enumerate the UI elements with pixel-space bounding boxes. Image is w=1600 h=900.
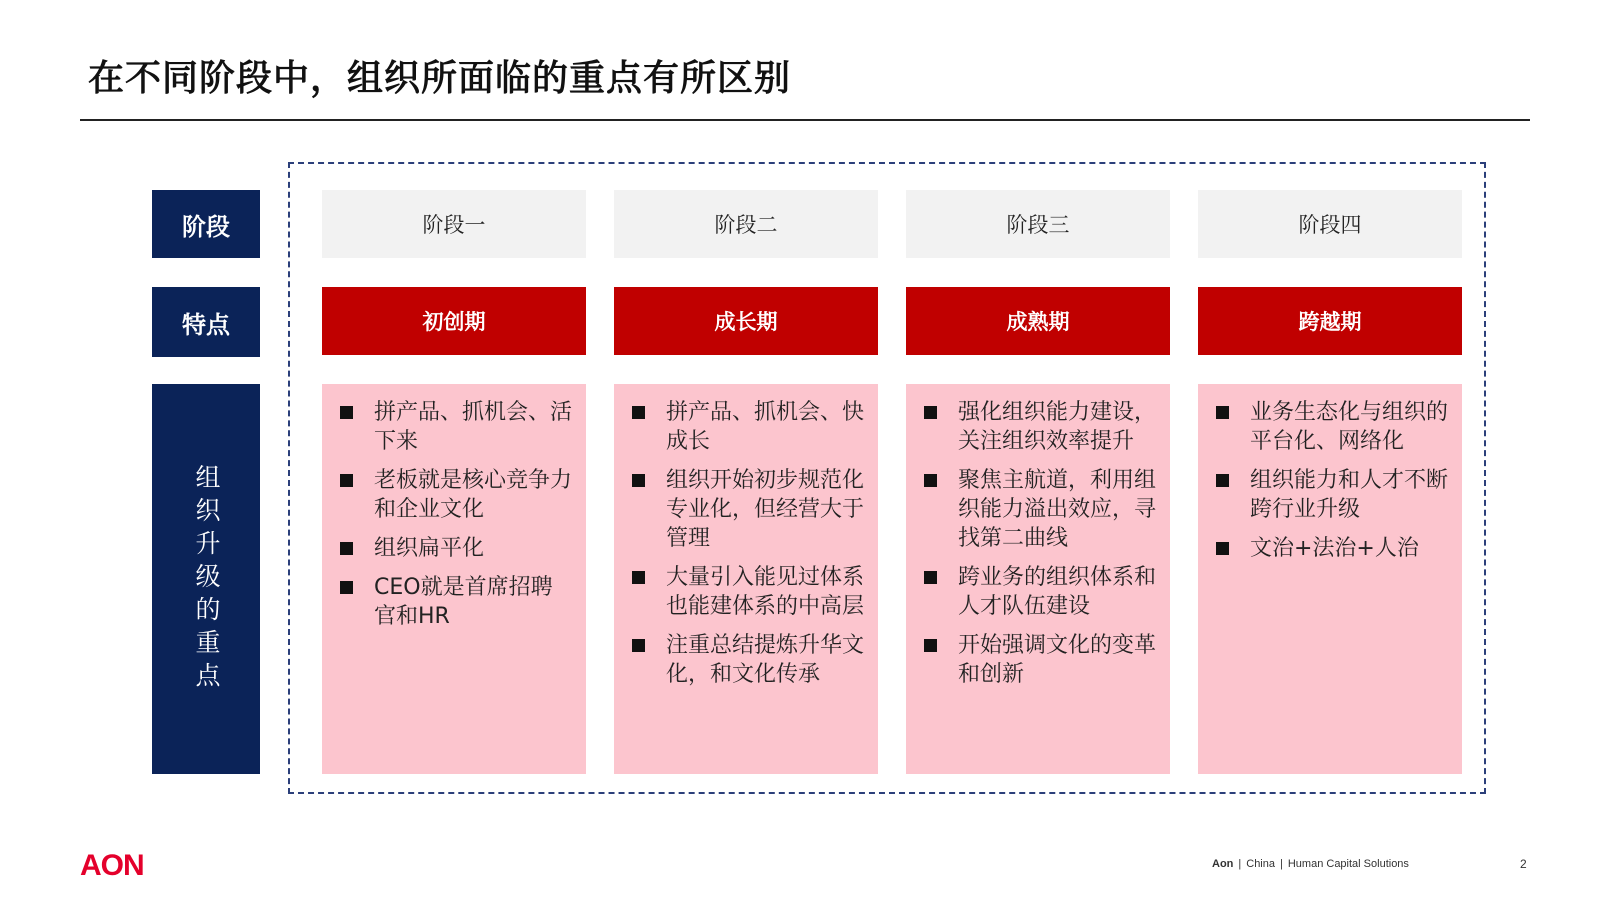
- feature-cell-1: [322, 287, 586, 355]
- focus-item: [922, 631, 1158, 689]
- focus-item: [630, 631, 866, 689]
- footer-division: Human Capital Solutions: [1287, 858, 1409, 870]
- stage-cell-2: [614, 190, 878, 258]
- feature-name-1: 初创期: [422, 310, 486, 334]
- focus-item: [338, 466, 574, 524]
- focus-item-text: 强化组织能力建设，关注组织效率提升: [958, 400, 1157, 454]
- focus-item-text: 开始强调文化的变革和创新: [958, 633, 1157, 687]
- feature-name-2: 成长期: [714, 310, 778, 334]
- stage-name-3: 阶段三: [1006, 213, 1070, 237]
- stage-cell-3: [906, 190, 1170, 258]
- bullet-square-icon: [632, 571, 645, 584]
- feature-cell-4: [1198, 287, 1462, 355]
- feature-name-3: 成熟期: [1006, 310, 1070, 334]
- focus-item-text: 文治+法治+人治: [1250, 536, 1419, 561]
- focus-item-text: 组织能力和人才不断跨行业升级: [1250, 468, 1449, 522]
- focus-item-text: 跨业务的组织体系和人才队伍建设: [958, 565, 1157, 619]
- footer-region: China: [1246, 858, 1275, 870]
- focus-item: [630, 466, 866, 553]
- footer-brand: Aon: [1212, 858, 1234, 870]
- footer-text: [1212, 858, 1409, 870]
- bullet-square-icon: [1216, 542, 1229, 555]
- focus-item: [922, 563, 1158, 621]
- focus-list-2: [630, 398, 866, 689]
- footer-separator: |: [1280, 858, 1283, 870]
- bullet-square-icon: [340, 542, 353, 555]
- row-label-feature-text: 特点: [182, 310, 230, 339]
- focus-item-text: 业务生态化与组织的平台化、网络化: [1250, 400, 1449, 454]
- bullet-square-icon: [632, 406, 645, 419]
- bullet-square-icon: [924, 571, 937, 584]
- focus-item: [1214, 466, 1450, 524]
- footer-separator: |: [1238, 858, 1242, 870]
- aon-logo: AON: [80, 849, 144, 882]
- stage-name-1: 阶段一: [422, 213, 486, 237]
- focus-item: [338, 398, 574, 456]
- focus-item: [630, 398, 866, 456]
- focus-item-text: 组织开始初步规范化专业化，但经营大于管理: [666, 468, 865, 551]
- bullet-square-icon: [632, 474, 645, 487]
- row-label-focus: [152, 384, 260, 774]
- stage-cell-1: [322, 190, 586, 258]
- focus-item: [922, 466, 1158, 553]
- focus-list-1: [338, 398, 574, 631]
- row-label-feature: [152, 287, 260, 357]
- focus-item-text: 大量引入能见过体系也能建体系的中高层: [666, 565, 865, 619]
- focus-item: [630, 563, 866, 621]
- bullet-square-icon: [340, 474, 353, 487]
- title-divider: [80, 119, 1530, 121]
- page-title: 在不同阶段中，组织所面临的重点有所区别: [88, 58, 792, 99]
- bullet-square-icon: [340, 581, 353, 594]
- focus-item: [922, 398, 1158, 456]
- focus-item: [338, 534, 574, 563]
- focus-item: [1214, 534, 1450, 563]
- feature-cell-3: [906, 287, 1170, 355]
- focus-item-text: 组织扁平化: [374, 536, 485, 561]
- bullet-square-icon: [1216, 474, 1229, 487]
- stage-name-4: 阶段四: [1298, 213, 1362, 237]
- focus-item-text: CEO就是首席招聘官和HR: [374, 575, 553, 629]
- row-label-stage: [152, 190, 260, 258]
- page-number: 2: [1520, 857, 1527, 871]
- bullet-square-icon: [340, 406, 353, 419]
- stage-cell-4: [1198, 190, 1462, 258]
- bullet-square-icon: [632, 639, 645, 652]
- row-label-focus-text: 组织升级的重点: [192, 463, 221, 695]
- focus-cell-3: [906, 384, 1170, 774]
- focus-item: [1214, 398, 1450, 456]
- focus-item-text: 注重总结提炼升华文化，和文化传承: [666, 633, 865, 687]
- bullet-square-icon: [1216, 406, 1229, 419]
- focus-list-4: [1214, 398, 1450, 563]
- row-label-stage-text: 阶段: [182, 212, 230, 241]
- focus-item-text: 拼产品、抓机会、活下来: [374, 400, 573, 454]
- feature-cell-2: [614, 287, 878, 355]
- focus-item-text: 老板就是核心竞争力和企业文化: [374, 468, 573, 522]
- focus-cell-4: [1198, 384, 1462, 774]
- focus-list-3: [922, 398, 1158, 689]
- focus-item-text: 拼产品、抓机会、快成长: [666, 400, 865, 454]
- focus-cell-2: [614, 384, 878, 774]
- stage-name-2: 阶段二: [714, 213, 778, 237]
- focus-item-text: 聚焦主航道，利用组织能力溢出效应，寻找第二曲线: [958, 468, 1157, 551]
- focus-item: [338, 573, 574, 631]
- bullet-square-icon: [924, 406, 937, 419]
- feature-name-4: 跨越期: [1298, 310, 1362, 334]
- bullet-square-icon: [924, 639, 937, 652]
- bullet-square-icon: [924, 474, 937, 487]
- focus-cell-1: [322, 384, 586, 774]
